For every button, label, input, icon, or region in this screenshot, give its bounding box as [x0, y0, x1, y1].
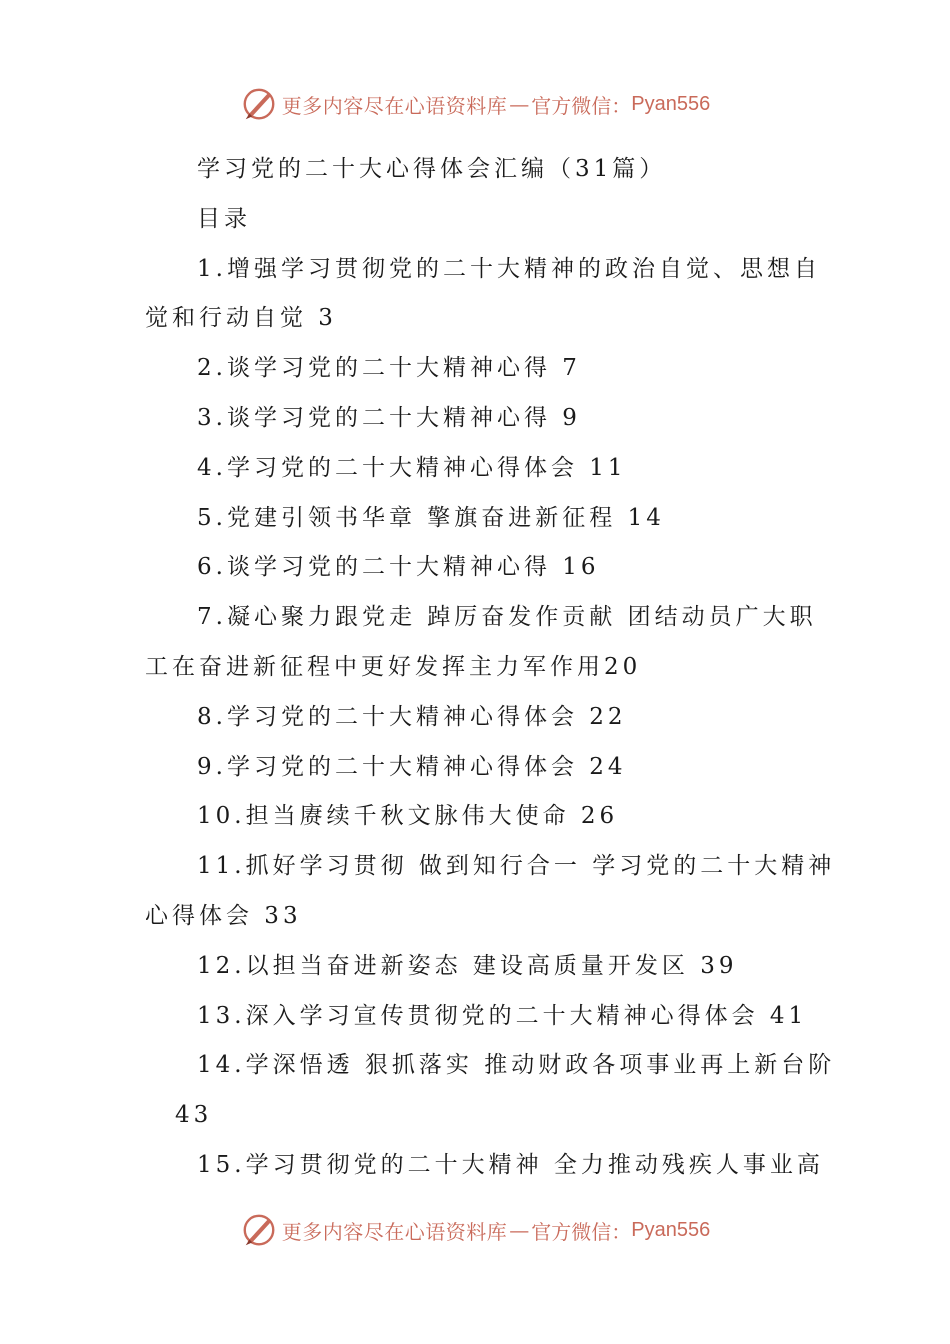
- toc-line: 觉和行动自觉 3: [145, 305, 337, 332]
- watermark-wechat-label: 官方微信：: [531, 1219, 632, 1244]
- watermark-separator: —: [509, 92, 530, 116]
- toc-heading: 目录: [197, 205, 251, 232]
- toc-line: 1.增强学习贯彻党的二十大精神的政治自觉、思想自: [197, 255, 821, 282]
- pen-logo-icon: [240, 85, 278, 123]
- toc-line: 5.党建引领书华章 擎旗奋进新征程 14: [197, 504, 665, 531]
- toc-line: 11.抓好学习贯彻 做到知行合一 学习党的二十大精神: [197, 853, 836, 880]
- watermark-wechat-id: Pyan556: [631, 92, 711, 115]
- toc-line: 43: [175, 1102, 213, 1129]
- toc-line: 12.以担当奋进新姿态 建设高质量开发区 39: [197, 952, 738, 979]
- toc-line: 4.学习党的二十大精神心得体会 11: [197, 454, 627, 481]
- watermark-separator: —: [509, 1218, 530, 1242]
- toc-line: 2.谈学习党的二十大精神心得 7: [197, 355, 581, 382]
- toc-line: 6.谈学习党的二十大精神心得 16: [197, 554, 600, 581]
- toc-line: 8.学习党的二十大精神心得体会 22: [197, 703, 627, 730]
- toc-line: 3.谈学习党的二十大精神心得 9: [197, 404, 581, 431]
- watermark-slogan: 更多内容尽在心语资料库: [281, 93, 508, 118]
- table-of-contents: [145, 245, 836, 1191]
- header-watermark: [0, 82, 950, 126]
- toc-line: 心得体会 33: [145, 902, 302, 929]
- watermark-slogan: 更多内容尽在心语资料库: [281, 1219, 508, 1244]
- toc-line: 13.深入学习宣传贯彻党的二十大精神心得体会 41: [197, 1002, 808, 1029]
- watermark-wechat-label: 官方微信：: [531, 93, 632, 118]
- watermark-wechat-id: Pyan556: [631, 1218, 711, 1241]
- toc-line: 10.担当赓续千秋文脉伟大使命 26: [197, 803, 619, 830]
- pen-logo-icon: [240, 1211, 278, 1249]
- toc-line: 工在奋进新征程中更好发挥主力军作用20: [145, 653, 642, 680]
- footer-watermark: [0, 1208, 950, 1252]
- document-title: 学习党的二十大心得体会汇编（31篇）: [197, 156, 667, 182]
- toc-line: 15.学习贯彻党的二十大精神 全力推动残疾人事业高: [197, 1151, 824, 1178]
- toc-line: 7.凝心聚力跟党走 踔厉奋发作贡献 团结动员广大职: [197, 604, 817, 631]
- toc-line: 9.学习党的二十大精神心得体会 24: [197, 753, 627, 780]
- document-body: [145, 145, 836, 1191]
- toc-line: 14.学深悟透 狠抓落实 推动财政各项事业再上新台阶: [197, 1052, 836, 1079]
